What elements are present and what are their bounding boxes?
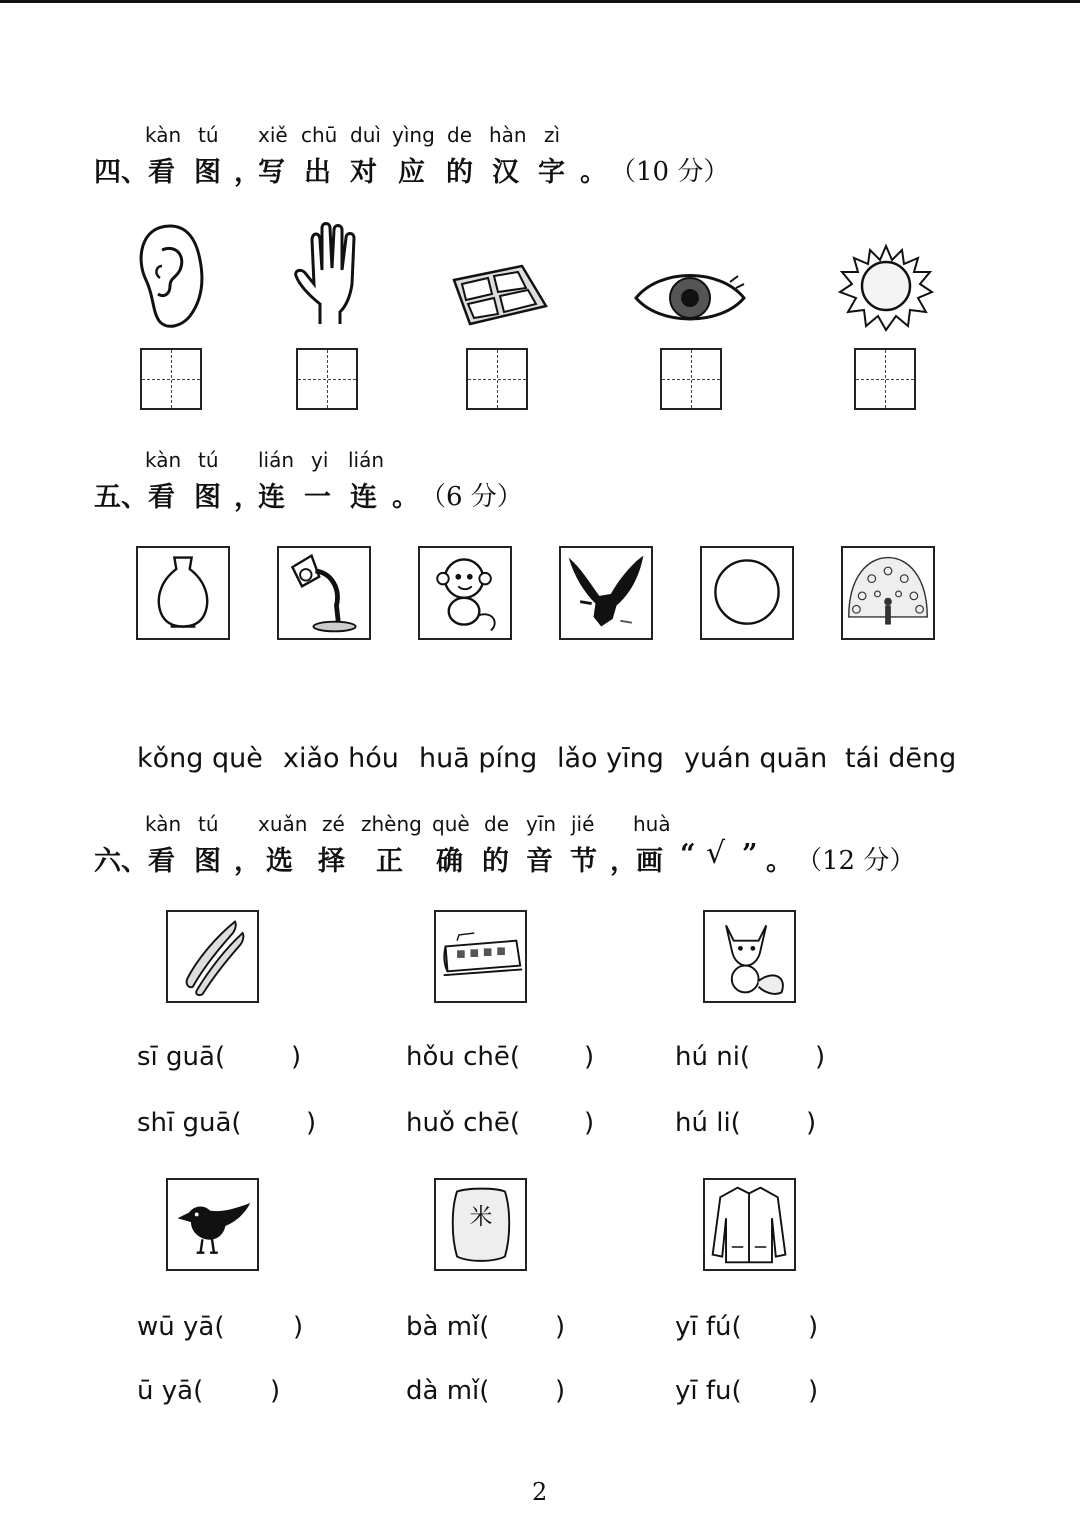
fox-icon (703, 910, 796, 1003)
rice-bag-icon (434, 1178, 527, 1271)
pinyin-yin: yīn (526, 812, 557, 836)
char: 汉 (492, 157, 519, 188)
char: 确 (436, 846, 463, 877)
char: 的 (446, 157, 473, 188)
sun-icon (836, 242, 936, 332)
pinyin-de: de (484, 812, 509, 836)
char: 应 (398, 157, 425, 188)
writing-grid-4[interactable] (660, 348, 722, 410)
pinyin-yi: yi (311, 448, 329, 472)
pinyin-xie: xiě (258, 123, 288, 147)
char: 。 (766, 846, 793, 877)
section-number: 五、 (94, 482, 148, 513)
score: （12 分） (796, 846, 916, 876)
char: 。 (580, 157, 607, 188)
option-hu-li[interactable]: hú li( (675, 1108, 741, 1138)
char: 一 (304, 482, 331, 513)
pinyin-ze: zé (322, 812, 345, 836)
char: 连 (258, 482, 285, 513)
option-ba-mi[interactable]: bà mǐ( (406, 1312, 490, 1342)
char: ， (234, 846, 261, 877)
lamp-icon (277, 546, 371, 640)
char: 选 (266, 846, 293, 877)
char: 节 (570, 846, 597, 877)
page-number: 2 (532, 1478, 548, 1506)
ear-icon (130, 220, 210, 330)
score: （6 分） (420, 482, 523, 512)
check-mark: √ (706, 836, 726, 871)
char: ” (742, 839, 758, 870)
char: 画 (636, 846, 663, 877)
char: 看 (148, 846, 175, 877)
pinyin-dui: duì (350, 123, 381, 147)
writing-grid-3[interactable] (466, 348, 528, 410)
char: 。 (392, 482, 419, 513)
peacock-icon (841, 546, 935, 640)
pinyin-lian: lián (258, 448, 295, 472)
close-paren: ) (808, 1376, 819, 1406)
pinyin-ying: yìng (392, 123, 435, 147)
option-u-ya[interactable]: ū yā( (137, 1376, 204, 1406)
section-number: 四、 (94, 157, 148, 188)
close-paren: ) (806, 1108, 817, 1138)
option-si-gua[interactable]: sī guā( (137, 1042, 226, 1072)
option-hu-ni[interactable]: hú ni( (675, 1042, 751, 1072)
crow-icon (166, 1178, 259, 1271)
char: ， (610, 846, 637, 877)
score: （10 分） (610, 157, 730, 187)
word-monkey: xiǎo hóu (283, 743, 399, 774)
char: “ (680, 839, 696, 870)
char: ， (234, 157, 261, 188)
writing-grid-5[interactable] (854, 348, 916, 410)
close-paren: ) (306, 1108, 317, 1138)
pinyin-kan: kàn (145, 812, 182, 836)
close-paren: ) (555, 1376, 566, 1406)
pinyin-tu: tú (198, 448, 219, 472)
pinyin-han: hàn (489, 123, 527, 147)
close-paren: ) (815, 1042, 826, 1072)
writing-grid-2[interactable] (296, 348, 358, 410)
pinyin-kan: kàn (145, 448, 182, 472)
section-number: 六、 (94, 846, 148, 877)
circle-icon (700, 546, 794, 640)
top-rule (0, 0, 1080, 3)
pinyin-tu: tú (198, 812, 219, 836)
pinyin-zheng: zhèng (361, 812, 422, 836)
close-paren: ) (555, 1312, 566, 1342)
char: 音 (526, 846, 553, 877)
char: 的 (482, 846, 509, 877)
char: 对 (350, 157, 377, 188)
close-paren: ) (293, 1312, 304, 1342)
close-paren: ) (291, 1042, 302, 1072)
char: 写 (258, 157, 285, 188)
option-da-mi[interactable]: dà mǐ( (406, 1376, 490, 1406)
char: 看 (148, 157, 175, 188)
pinyin-tu: tú (198, 123, 219, 147)
pinyin-xuan: xuǎn (258, 812, 308, 836)
word-lamp: tái dēng (845, 743, 957, 774)
pinyin-de: de (447, 123, 472, 147)
pinyin-jie: jié (571, 812, 595, 836)
word-eagle: lǎo yīng (557, 743, 664, 774)
word-peacock: kǒng què (137, 743, 263, 774)
char: 看 (148, 482, 175, 513)
word-vase: huā píng (419, 743, 538, 774)
pinyin-hua: huà (633, 812, 671, 836)
close-paren: ) (270, 1376, 281, 1406)
loofah-icon (166, 910, 259, 1003)
vase-icon (136, 546, 230, 640)
close-paren: ) (584, 1042, 595, 1072)
option-yi-fu[interactable]: yī fú( (675, 1312, 742, 1342)
jacket-icon (703, 1178, 796, 1271)
pinyin-chu: chū (301, 123, 338, 147)
eye-icon (630, 260, 750, 330)
char: 图 (194, 846, 221, 877)
rice-char: 米 (469, 1204, 493, 1231)
pinyin-que: què (432, 812, 470, 836)
hand-icon (290, 220, 370, 330)
pinyin-kan: kàn (145, 123, 182, 147)
option-huo-che[interactable]: huǒ chē( (406, 1108, 521, 1138)
option-wu-ya[interactable]: wū yā( (137, 1312, 225, 1342)
word-circle: yuán quān (684, 743, 828, 774)
writing-grid-1[interactable] (140, 348, 202, 410)
close-paren: ) (808, 1312, 819, 1342)
char: 正 (376, 846, 403, 877)
field-icon (450, 260, 550, 330)
char: ， (234, 482, 261, 513)
pinyin-zi: zì (544, 123, 561, 147)
char: 出 (304, 157, 331, 188)
char: 连 (350, 482, 377, 513)
close-paren: ) (584, 1108, 595, 1138)
char: 择 (318, 846, 345, 877)
option-hou-che[interactable]: hǒu chē( (406, 1042, 521, 1072)
char: 图 (194, 157, 221, 188)
option-shi-gua[interactable]: shī guā( (137, 1108, 242, 1138)
char: 图 (194, 482, 221, 513)
train-icon (434, 910, 527, 1003)
eagle-icon (559, 546, 653, 640)
monkey-icon (418, 546, 512, 640)
option-yi-fu-neutral[interactable]: yī fu( (675, 1376, 742, 1406)
pinyin-lian: lián (348, 448, 385, 472)
char: 字 (538, 157, 565, 188)
